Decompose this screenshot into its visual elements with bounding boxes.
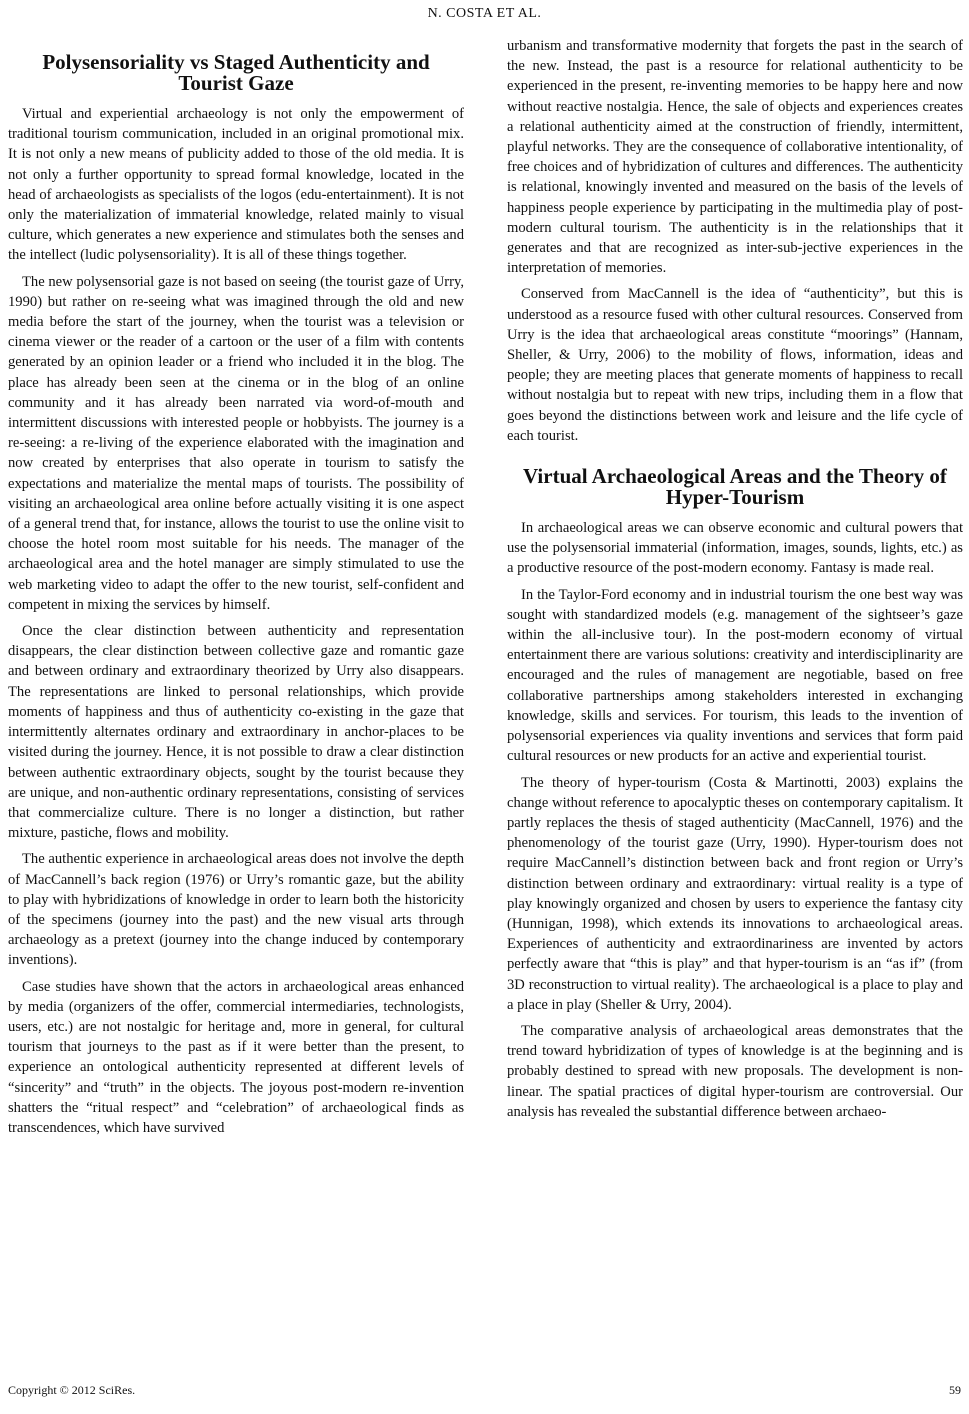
body-paragraph: The theory of hyper-tourism (Costa & Martinotti, 2003) explains the change without reference to apocalyptic theses on contemporary capitalism. It partly replaces the thesis of staged authenticity (MacCannell, 1976) and the phenomenology of the tourist gaze (Urry, 1990). Hyper-tourism does not require MacCannell’s distinction between back and front region or Urry’s distinction between ordinary and extraordinary: virtual reality is a type of play knowingly organized and chosen by users to experience the fantasy city (Hunnigan, 1998), which extends its innovations to archaeological areas. Experiences of authenticity and extraordinariness are invented by actors perfectly aware that “this is play” and that hyper-tourism is an “as if” (from 3D reconstruction to virtual reality). The archaeological is a place to play and a place in play (Sheller & Urry, 2004). [507,774,963,1013]
page-number: 59 [949,1383,961,1397]
body-paragraph: Case studies have shown that the actors in archaeological areas enhanced by media (organizers of the offer, commercial intermediaries, technologists, users, etc.) are not nostalgic for heritage and, more in general, for cultural tourism that journeys to the past as if it were better than the present, to experience an ontological authenticity represented at different levels of “sincerity” and “truth” in the objects. The joyous post-modern re-invention shatters the “ritual respect” and “celebration” of archaeological finds as transcendences, which have survived [8,978,464,1136]
right-column [507,36,963,1128]
body-paragraph: The comparative analysis of archaeological areas demonstrates that the trend toward hybridization of types of knowledge is at the beginning and is probably destined to spread with new proposals. The development is non-linear. The spatial practices of digital hyper-tourism are controversial. Our analysis has revealed the substantial difference between archaeo- [507,1022,963,1120]
body-paragraph: The new polysensorial gaze is not based on seeing (the tourist gaze of Urry, 1990) but rather on re-seeing what was imagined through the old and new media before the start of the journey, when the tourist was a television or cinema viewer or the reader of a cartoon or the user of a film with contents generated by an opinion leader or a friend who included it in the blog. The place has already been seen at the cinema or in the blog of an online community and it has already been narrated via word-of-mouth and intermittent discussions with interested people or hobbyists. The journey is a re-seeing: a re-living of the experience elaborated with the imagination and now created by enterprises that also operate in tourism to satisfy the expectations and materialize the mental maps of tourists. The possibility of visiting an archaeological area online before actually visiting it is one aspect of a general trend that, for instance, allows the tourist to use the online visit to choose the hotel room most suitable for his needs. The manager of the archaeological area and the hotel manager are simply stimulated to use the web marketing video to adapt the offer to the new tourist, self-confident and competent in mixing the services by himself. [8,273,464,613]
section-heading-polysensoriality: Polysensoriality vs Staged Authenticity and Tourist Gaze [42,50,430,95]
body-paragraph: Once the clear distinction between authenticity and representation disappears, the clear distinction between collective gaze and romantic gaze and between ordinary and extraordinary theorized by Urry also disappears. The representations are linked to personal relationships, which provide moments of happiness and thus of authenticity co-existing in the gaze that intermittently alternates ordinary and extraordinary in anchor-places to be visited during the journey. Hence, it is not possible to draw a clear distinction between authentic extraordinary objects, sought by the tourist because they are unique, and non-authentic ordinary representations, consisting of services that commercialize culture. There is no longer a distinction, but rather mixture, pastiche, flows and mobility. [8,623,464,842]
body-paragraph: Conserved from MacCannell is the idea of “authenticity”, but this is understood as a resource fused with other cultural resources. Conserved from Urry is the idea that archaeological areas constitute “moorings” (Hannam, Sheller, & Urry, 2006) to the mobility of flows, information, ideas and people; they are meeting places that generate moments of happiness to recall without nostalgia but to repeat with new trips, including them in a flow that goes beyond the distinctions between work and leisure and the life cycle of each tourist. [507,286,963,444]
left-column [8,36,464,1144]
copyright-notice: Copyright © 2012 SciRes. [8,1383,136,1397]
running-head: N. COSTA ET AL. [427,6,542,21]
body-paragraph: In archaeological areas we can observe economic and cultural powers that use the polysensorial immaterial (information, images, sounds, lights, etc.) as a productive resource of the post-modern economy. Fantasy is made real. [507,520,963,577]
body-paragraph: urbanism and transformative modernity that forgets the past in the search of the new. Instead, the past is a resource for relational authenticity to be experienced in the present, re-inventing memories to be happy here and now without reactive nostalgia. Hence, the sale of objects and experiences creates a relational authenticity aimed at the construction of friendly, intermittent, playful networks. They are the consequence of collaborative intentionality, of free choices and of hybridization of cultures and differences. The authenticity is relational, knowingly invented and measured on the basis of the levels of happiness people experience by participating in the multimedia play of post-modern cultural tourism. The authenticity is in the relationships that it generates and that are recognized as inter-sub-jective experiences in the interpretation of memories. [507,38,963,277]
section-heading-hyper-tourism: Virtual Archaeological Areas and the Theory of Hyper-Tourism [523,464,947,510]
body-paragraph: Virtual and experiential archaeology is not only the empowerment of traditional tourism communication, included in an original promotional mix. It is not only a new means of publicity added to those of the old media. It is not only a further opportunity to spread formal knowledge, located in the head of archaeologists as specialists of the logos (edu-entertainment). It is not only the materialization of immaterial knowledge, related mainly to visual culture, which generates a new experience and stimulates both the senses and the intellect (ludic polysensoriality). It is all of these things together. [8,106,464,264]
body-paragraph: In the Taylor-Ford economy and in industrial tourism the one best way was sought with standardized models (e.g. management of the sightseer’s gaze within the all-inclusive tour). In the post-modern economy of virtual entertainment there are various solutions: creativity and interdisciplinarity are encouraged and the rules of management are negotiable, based on free collaborative partnerships among stakeholders interested in exchanging knowledge, skills and services. For tourism, this leads to the invention of polysensorial experiences via quality inventions and services that form paid cultural resources or new products for an active and experiential tourist. [507,586,963,765]
body-paragraph: The authentic experience in archaeological areas does not involve the depth of MacCannell’s back region (1976) or Urry’s romantic gaze, but the ability to play with hybridizations of knowledge in order to learn both the historicity of the specimens (journey into the past) and the new visual arts through archaeology as a pretext (journey into the change induced by contemporary inventions). [8,851,464,969]
